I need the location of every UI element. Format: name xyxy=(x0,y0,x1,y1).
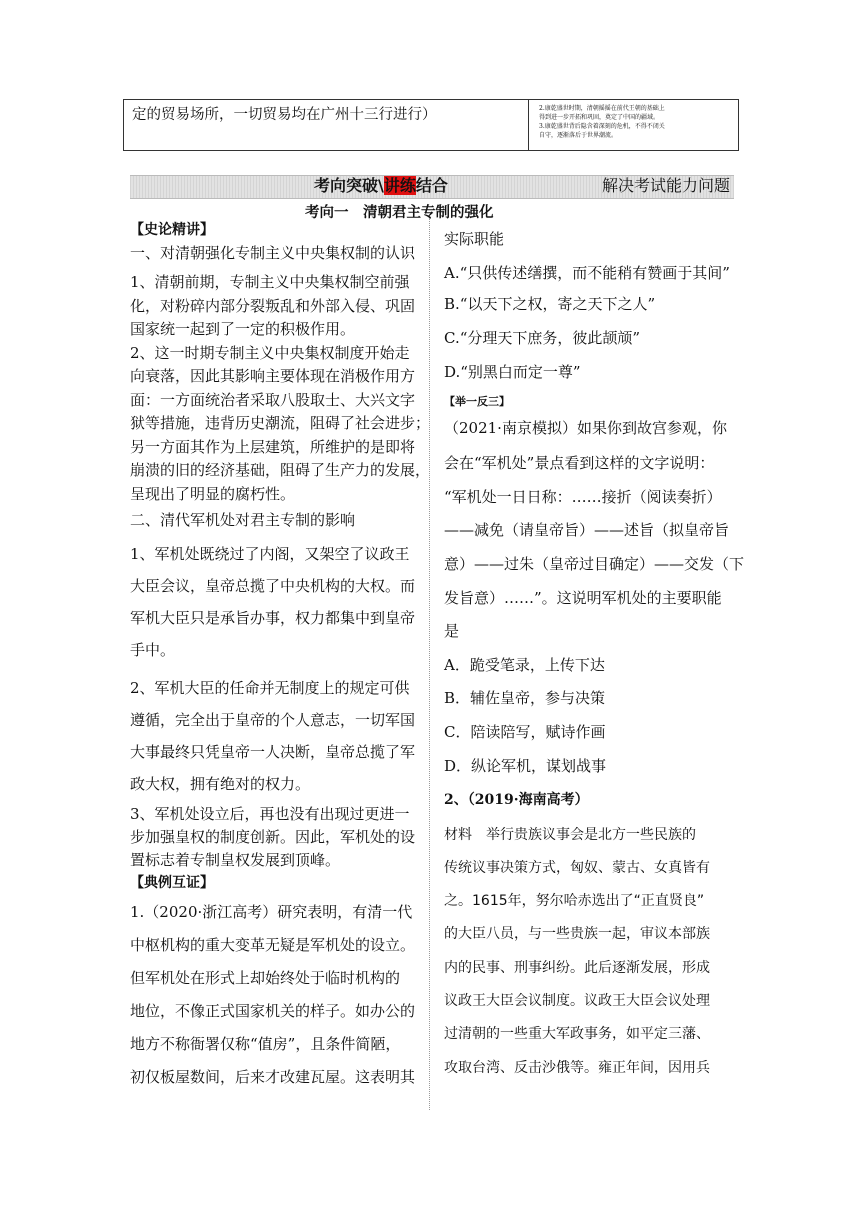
banner-title xyxy=(314,175,448,197)
left-line: 2、军机大臣的任命并无制度上的规定可供 xyxy=(130,679,410,697)
heading-juyi: 【举一反三】 xyxy=(444,395,510,408)
option-line: A.“只供传述缮撰，而不能稍有赞画于其间” xyxy=(444,264,730,282)
left-line: 地位，不像正式国家机关的样子。如办公的 xyxy=(130,1002,416,1020)
material-line: 攻取台湾、反击沙俄等。雍正年间，因用兵 xyxy=(444,1060,710,1076)
option-line: D.“别黑白而定一尊” xyxy=(444,363,581,381)
option-line: B.“以天下之权，寄之天下之人” xyxy=(444,295,656,313)
right-line: 是 xyxy=(444,622,460,640)
left-line: 狱等措施，违背历史潮流，阻碍了社会进步； xyxy=(130,414,431,432)
left-line: 但军机处在形式上却始终处于临时机构的 xyxy=(130,969,401,987)
option-line: C.“分理天下庶务，彼此颉颃” xyxy=(444,329,641,347)
left-line: 二、清代军机处对君主专制的影响 xyxy=(130,511,356,529)
left-line: 地方不称衙署仅称“值房”，且条件简陋， xyxy=(130,1035,401,1053)
left-line: 3、军机处设立后，再也没有出现过更进一 xyxy=(130,805,410,823)
left-line: 手中。 xyxy=(130,641,176,659)
left-line: 一、对清朝强化专制主义中央集权制的认识 xyxy=(130,244,416,262)
left-line: 置标志着专制皇权发展到顶峰。 xyxy=(130,851,341,869)
material-line: 之。1615年，努尔哈赤选出了“正直贤良” xyxy=(444,893,705,909)
right-line: 实际职能 xyxy=(444,230,505,248)
material-line: 议政王大臣会议制度。议政王大臣会议处理 xyxy=(444,993,710,1009)
material-line: 材料 举行贵族议事会是北方一些民族的 xyxy=(444,827,696,843)
left-line: 中枢机构的重大变革无疑是军机处的设立。 xyxy=(130,936,416,954)
column-divider xyxy=(429,218,430,1110)
left-line: 1、军机处既绕过了内阁，又架空了议政王 xyxy=(130,545,410,563)
left-line: 另一方面其作为上层建筑，所维护的是即将 xyxy=(130,438,416,456)
banner-title-part2: 结合 xyxy=(415,176,448,195)
left-line: 1、清朝前期，专制主义中央集权制空前强 xyxy=(130,273,410,291)
banner-title-part1: 考向突破\ xyxy=(314,176,384,195)
left-line: 政大权，拥有绝对的权力。 xyxy=(130,775,311,793)
section-title: 考向一 清朝君主专制的强化 xyxy=(305,204,494,221)
left-line: 初仅板屋数间，后来才改建瓦屋。这表明其 xyxy=(130,1068,416,1086)
right-line: ——减免（请皇帝旨）——述旨（拟皇帝旨 xyxy=(444,521,730,539)
banner-highlight: 讲练 xyxy=(383,176,416,195)
material-line: 过清朝的一些重大军政事务，如平定三藩、 xyxy=(444,1026,710,1042)
question-header: 2、（2019·海南高考） xyxy=(444,792,589,808)
right-line: （2021·南京模拟）如果你到故宫参观，你 xyxy=(444,419,727,437)
top-table-right-cell xyxy=(529,100,738,150)
left-line: 遵循，完全出于皇帝的个人意志，一切军国 xyxy=(130,711,416,729)
right-line: 意）——过朱（皇帝过目确定）——交发（下 xyxy=(444,555,745,573)
material-line: 传统议事决策方式，匈奴、蒙古、女真皆有 xyxy=(444,860,710,876)
left-line: 向衰落，因此其影响主要体现在消极作用方 xyxy=(130,367,416,385)
left-line: 2、这一时期专制主义中央集权制度开始走 xyxy=(130,344,410,362)
right-line: 会在“军机处”景点看到这样的文字说明： xyxy=(444,454,715,472)
option-line: C．陪读陪写，赋诗作画 xyxy=(444,723,606,741)
option-line: A．跪受笔录，上传下达 xyxy=(444,656,605,674)
left-line: 大事最终只凭皇帝一人决断，皇帝总揽了军 xyxy=(130,743,416,761)
heading-dianli: 【典例互证】 xyxy=(130,875,214,891)
left-line: 1.（2020·浙江高考）研究表明，有清一代 xyxy=(130,903,413,921)
left-line: 步加强皇权的制度创新。因此，军机处的设 xyxy=(130,828,416,846)
top-note-line: 2.康乾盛世时期，清朝摇摇在前代王朝的基础上 xyxy=(539,105,665,112)
left-line: 化，对粉碎内部分裂叛乱和外部入侵、巩固 xyxy=(130,297,416,315)
section-banner xyxy=(130,175,734,199)
material-line: 的大臣八员，与一些贵族一起，审议本部族 xyxy=(444,926,710,942)
left-line: 大臣会议，皇帝总揽了中央机构的大权。而 xyxy=(130,577,416,595)
right-line: “军机处一日日称：……接折（阅读奏折） xyxy=(444,488,722,506)
left-line: 面：一方面统治者采取八股取士、大兴文字 xyxy=(130,391,416,409)
option-line: D．纵论军机，谋划战事 xyxy=(444,757,607,775)
top-note-line: 自守，逐渐落后于世界潮流。 xyxy=(539,132,618,139)
top-note-line: 3.康乾盛世背后隐含着深刻的危机，不得不闭关 xyxy=(539,123,665,130)
left-line: 国家统一起到了一定的积极作用。 xyxy=(130,320,356,338)
top-note-line: 得到进一步开拓和巩固，奠定了中国的疆域。 xyxy=(539,114,660,121)
option-line: B．辅佐皇帝，参与决策 xyxy=(444,689,606,707)
left-line: 呈现出了明显的腐朽性。 xyxy=(130,485,296,503)
left-line: 崩溃的旧的经济基础，阻碍了生产力的发展， xyxy=(130,461,431,479)
left-line: 军机大臣只是承旨办事，权力都集中到皇帝 xyxy=(130,609,416,627)
right-line: 发旨意）……”。这说明军机处的主要职能 xyxy=(444,589,722,607)
heading-shilun: 【史论精讲】 xyxy=(130,222,214,238)
material-line: 内的民事、刑事纠纷。此后逐渐发展，形成 xyxy=(444,960,710,976)
top-table-left-cell: 定的贸易场所，一切贸易均在广州十三行进行） xyxy=(124,100,529,150)
banner-subtitle: 解决考试能力问题 xyxy=(601,176,730,195)
top-table xyxy=(123,99,739,151)
